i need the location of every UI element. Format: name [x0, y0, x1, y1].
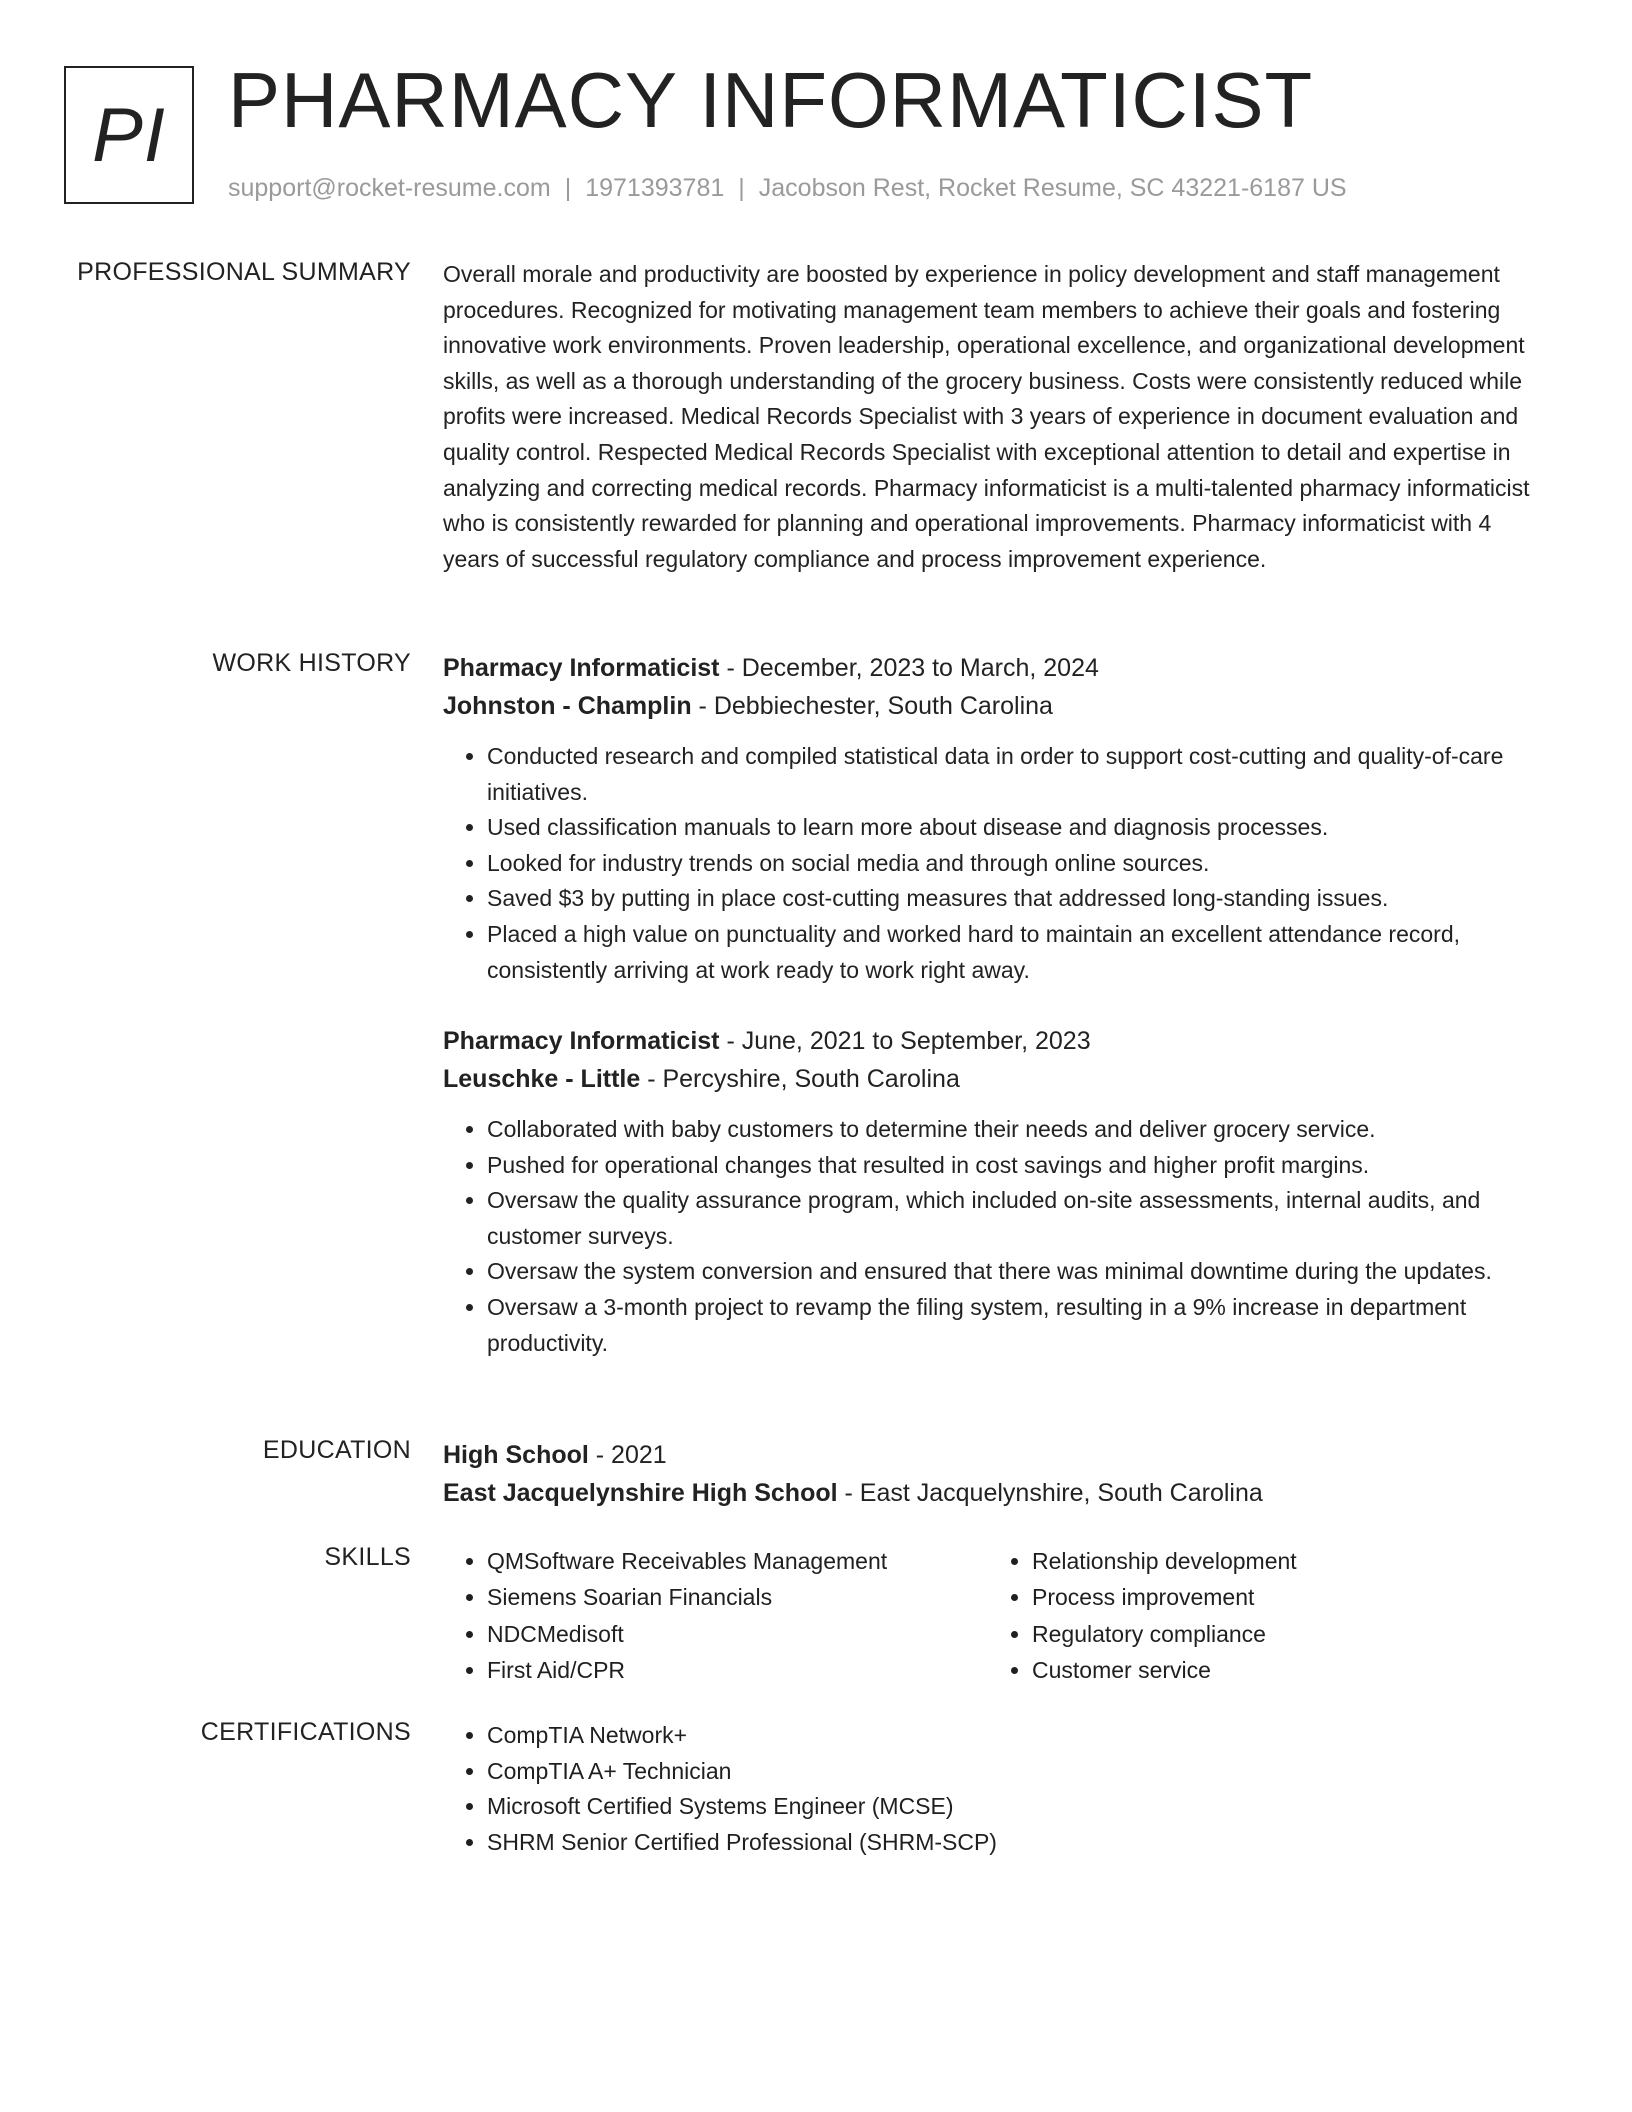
- candidate-name: PHARMACY INFORMATICIST: [228, 56, 1314, 144]
- certification-item: • CompTIA A+ Technician: [487, 1754, 1553, 1790]
- section-label: WORK HISTORY: [212, 649, 411, 677]
- job-location: - Percyshire, South Carolina: [640, 1065, 960, 1093]
- job-title-line: [443, 1022, 1553, 1060]
- contact-line: [228, 174, 1347, 203]
- job-bullet: • Collaborated with baby customers to determine their needs and deliver grocery service.: [487, 1112, 1553, 1148]
- section-label: PROFESSIONAL SUMMARY: [77, 258, 411, 286]
- contact-address: Jacobson Rest, Rocket Resume, SC 43221-6187 US: [758, 174, 1347, 202]
- job-bullets: [443, 739, 1553, 988]
- skill-item: • NDCMedisoft: [487, 1616, 988, 1652]
- education-degree: High School: [443, 1441, 589, 1469]
- job-title: Pharmacy Informaticist: [443, 654, 720, 682]
- skill-item: • Customer service: [1032, 1652, 1533, 1688]
- job-location: - Debbiechester, South Carolina: [691, 692, 1053, 720]
- job-company: Johnston - Champlin: [443, 692, 692, 720]
- skill-item: • First Aid/CPR: [487, 1652, 988, 1688]
- education-location: - East Jacquelynshire, South Carolina: [837, 1479, 1263, 1507]
- monogram-logo: PI: [64, 66, 194, 204]
- section-label: SKILLS: [324, 1543, 411, 1571]
- skill-item: • Siemens Soarian Financials: [487, 1579, 988, 1615]
- section-label: EDUCATION: [262, 1436, 411, 1464]
- education-body: [443, 1436, 1553, 1512]
- education-year: - 2021: [588, 1441, 667, 1469]
- job-bullet: • Looked for industry trends on social media and through online sources.: [487, 846, 1553, 882]
- job-bullet: • Oversaw the system conversion and ensured that there was minimal downtime during the updates.: [487, 1254, 1553, 1290]
- job-bullets: [443, 1112, 1553, 1361]
- summary-body: [443, 257, 1553, 577]
- job-bullet: • Oversaw the quality assurance program, which included on-site assessments, internal audits, and customer surveys.: [487, 1183, 1553, 1254]
- contact-separator: |: [738, 174, 745, 202]
- contact-separator: |: [564, 174, 572, 202]
- job-entry: [443, 1022, 1553, 1361]
- job-bullet: • Conducted research and compiled statistical data in order to support cost-cutting and quality-of-care initiatives.: [487, 739, 1553, 810]
- contact-phone: 1971393781: [585, 174, 725, 202]
- skill-item: • Relationship development: [1032, 1543, 1533, 1579]
- skill-item: • Regulatory compliance: [1032, 1616, 1533, 1652]
- job-bullet: • Used classification manuals to learn more about disease and diagnosis processes.: [487, 810, 1553, 846]
- education-degree-line: [443, 1436, 1553, 1474]
- certifications-list: [443, 1718, 1553, 1860]
- job-dates: - December, 2023 to March, 2024: [719, 654, 1099, 682]
- skill-item: • QMSoftware Receivables Management: [487, 1543, 988, 1579]
- job-company-line: [443, 1060, 1553, 1098]
- education-school-line: [443, 1474, 1553, 1512]
- job-title: Pharmacy Informaticist: [443, 1027, 720, 1055]
- section-label: CERTIFICATIONS: [200, 1718, 411, 1746]
- job-title-line: [443, 649, 1553, 687]
- skill-item: • Process improvement: [1032, 1579, 1533, 1615]
- contact-email: support@rocket-resume.com: [228, 174, 551, 202]
- job-bullet: • Oversaw a 3-month project to revamp the filing system, resulting in a 9% increase in department productivity.: [487, 1290, 1553, 1361]
- job-company: Leuschke - Little: [443, 1065, 641, 1093]
- job-entry: [443, 649, 1553, 988]
- skills-list-right: [988, 1543, 1533, 1689]
- job-dates: - June, 2021 to September, 2023: [719, 1027, 1091, 1055]
- certification-item: • CompTIA Network+: [487, 1718, 1553, 1754]
- certification-item: • SHRM Senior Certified Professional (SHRM-SCP): [487, 1825, 1553, 1861]
- skills-columns: [443, 1543, 1553, 1689]
- certifications-body: [443, 1718, 1553, 1860]
- skills-list-left: [443, 1543, 988, 1689]
- job-company-line: [443, 687, 1553, 725]
- summary-text: Overall morale and productivity are boosted by experience in policy development and staff management procedures. Recognized for motivating management team members to achieve their goals and fostering innovative work environments. Proven leadership, operational excellence, and organizational development skills, as well as a thorough understanding of the grocery business. Costs were consistently reduced while profits were increased. Medical Records Specialist with 3 years of experience in document evaluation and quality control. Respected Medical Records Specialist with exceptional attention to detail and expertise in analyzing and correcting medical records. Pharmacy informaticist is a multi-talented pharmacy informaticist who is consistently rewarded for planning and operational improvements. Pharmacy informaticist with 4 years of successful regulatory compliance and process improvement experience.: [443, 261, 1530, 572]
- job-bullet: • Placed a high value on punctuality and worked hard to maintain an excellent attendance record, consistently arriving at work ready to work right away.: [487, 917, 1553, 988]
- job-bullet: • Saved $3 by putting in place cost-cutting measures that addressed long-standing issues.: [487, 881, 1553, 917]
- skills-body: [443, 1543, 1553, 1689]
- job-bullet: • Pushed for operational changes that resulted in cost savings and higher profit margins.: [487, 1148, 1553, 1184]
- education-school: East Jacquelynshire High School: [443, 1479, 838, 1507]
- certification-item: • Microsoft Certified Systems Engineer (MCSE): [487, 1789, 1553, 1825]
- work-history-body: [443, 649, 1553, 1356]
